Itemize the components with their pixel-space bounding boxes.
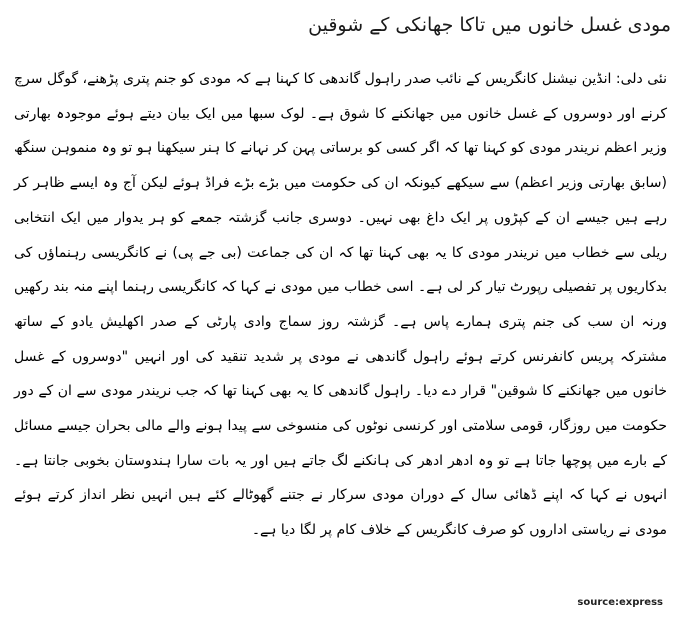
article-body: نئی دلی: انڈین نیشنل کانگریس کے نائب صدر راہول گاندھی کا کہنا ہے کہ مودی کو جنم پتری پڑھنے، گوگل سرچ کرنے اور دوسروں کے غسل خانوں میں جھانکنے کا شوق ہے۔ لوک سبھا میں ایک بیان دیتے ہوئے موجودہ بھارتی وزیر اعظم نریندر مودی کو کہنا تھا کہ اگر کسی کو برساتی پہن کر نہانے کا ہنر سیکھنا ہو تو وہ منموہن سنگھ (سابق بھارتی وزیر اعظم) سے سیکھے کیونکہ ان کی حکومت میں بڑے بڑے فراڈ ہوئے لیکن آج وہ ایسے ظاہر کر رہے ہیں جیسے ان کے کپڑوں پر ایک داغ بھی نہیں۔ دوسری جانب گزشتہ جمعے کو ہر یدوار میں ایک انتخابی ریلی سے خطاب میں نریندر مودی کا یہ بھی کہنا تھا کہ ان کی جماعت (بی جے پی) نے کانگریسی رہنماؤں کی بدکاریوں پر تفصیلی رپورٹ تیار کر لی ہے۔ اسی خطاب میں مودی نے کہا کہ کانگریسی رہنما اپنے منہ بند رکھیں ورنہ ان سب کی جنم پتری ہمارے پاس ہے۔ گزشتہ روز سماج وادی پارٹی کے صدر اکھلیش یادو کے ساتھ مشترکہ پریس کانفرنس کرتے ہوئے راہول گاندھی نے مودی پر شدید تنقید کی اور انہیں "دوسروں کے غسل خانوں میں جھانکنے کا شوقین" قرار دے دیا۔ راہول گاندھی کا یہ بھی کہنا تھا کہ جب نریندر مودی سے ان کے دور حکومت میں روزگار، قومی سلامتی اور کرنسی نوٹوں کی منسوخی سے پیدا ہونے والے مالی بحران جیسے مسائل کے بارے میں پوچھا جاتا ہے تو وہ ادھر ادھر کی ہانکنے لگ جاتے ہیں اور یہ بات سارا ہندوستان بخوبی جانتا ہے۔ انہوں نے کہا کہ اپنے ڈھائی سال کے دوران مودی سرکار نے جتنے گھوٹالے کئے ہیں انہیں نظر انداز کرتے ہوئے مودی نے ریاستی اداروں کو صرف کانگریس کے خلاف کام پر لگا دیا ہے۔ [14,71,667,539]
article-headline: مودی غسل خانوں میں تاکا جھانکی کے شوقین [308,14,671,36]
source-credit: source:express [577,597,663,608]
